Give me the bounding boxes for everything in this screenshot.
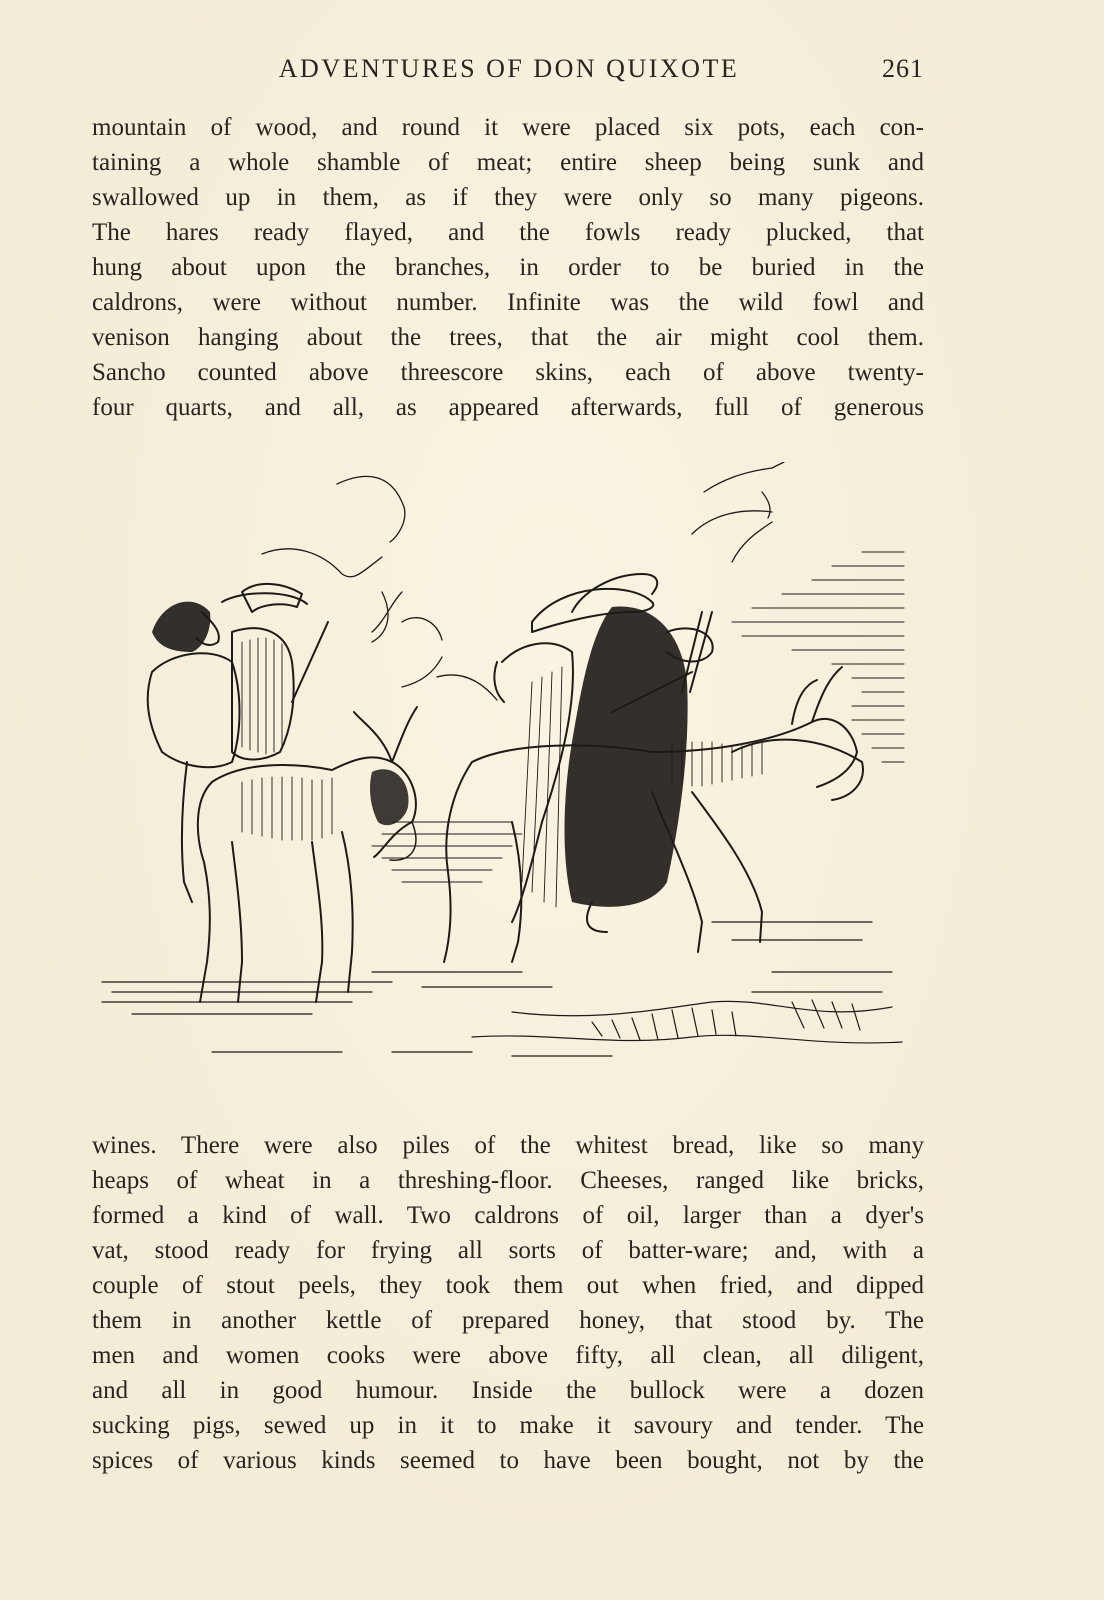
text-line: Sancho counted above threescore skins, each of above twenty- <box>92 359 924 386</box>
left-donkey <box>198 707 417 1002</box>
text-line: hung about upon the branches, in order to be buried in the <box>92 254 924 281</box>
text-line: caldrons, were without number. Infinite was the wild fowl and <box>92 289 924 316</box>
engraving-riders-on-donkeys <box>92 462 932 1092</box>
left-riders <box>148 584 328 902</box>
text-line: mountain of wood, and round it were placed six pots, each con- <box>92 114 924 141</box>
text-line: wines. There were also piles of the whitest bread, like so many <box>92 1132 924 1159</box>
text-line: The hares ready flayed, and the fowls ready plucked, that <box>92 219 924 246</box>
engraving-illustration <box>92 462 932 1092</box>
page-number: 261 <box>882 54 924 83</box>
text-line: and all in good humour. Inside the bullock were a dozen <box>92 1377 924 1404</box>
text-line: swallowed up in them, as if they were only so many pigeons. <box>92 184 924 211</box>
text-line: taining a whole shamble of meat; entire sheep being sunk and <box>92 149 924 176</box>
right-riders <box>494 574 712 932</box>
paragraph-top <box>92 110 924 425</box>
text-line: sucking pigs, sewed up in it to make it savoury and tender. The <box>92 1412 924 1439</box>
text-line: four quarts, and all, as appeared afterwards, full of generous <box>92 394 924 421</box>
text-line: spices of various kinds seemed to have been bought, not by the <box>92 1447 924 1474</box>
cloud-strokes <box>262 462 784 700</box>
text-line: heaps of wheat in a threshing-floor. Cheeses, ranged like bricks, <box>92 1167 924 1194</box>
running-head <box>94 50 924 90</box>
sky-hatching <box>732 552 904 762</box>
paragraph-bottom <box>92 1128 924 1478</box>
ground-streaks <box>102 922 902 1056</box>
text-line: them in another kettle of prepared honey, that stood by. The <box>92 1307 924 1334</box>
text-line: formed a kind of wall. Two caldrons of oil, larger than a dyer's <box>92 1202 924 1229</box>
text-line: couple of stout peels, they took them out when fried, and dipped <box>92 1272 924 1299</box>
text-line: vat, stood ready for frying all sorts of batter-ware; and, with a <box>92 1237 924 1264</box>
text-line: venison hanging about the trees, that the air might cool them. <box>92 324 924 351</box>
running-title: ADVENTURES OF DON QUIXOTE <box>278 54 740 83</box>
text-line: men and women cooks were above fifty, all clean, all diligent, <box>92 1342 924 1369</box>
